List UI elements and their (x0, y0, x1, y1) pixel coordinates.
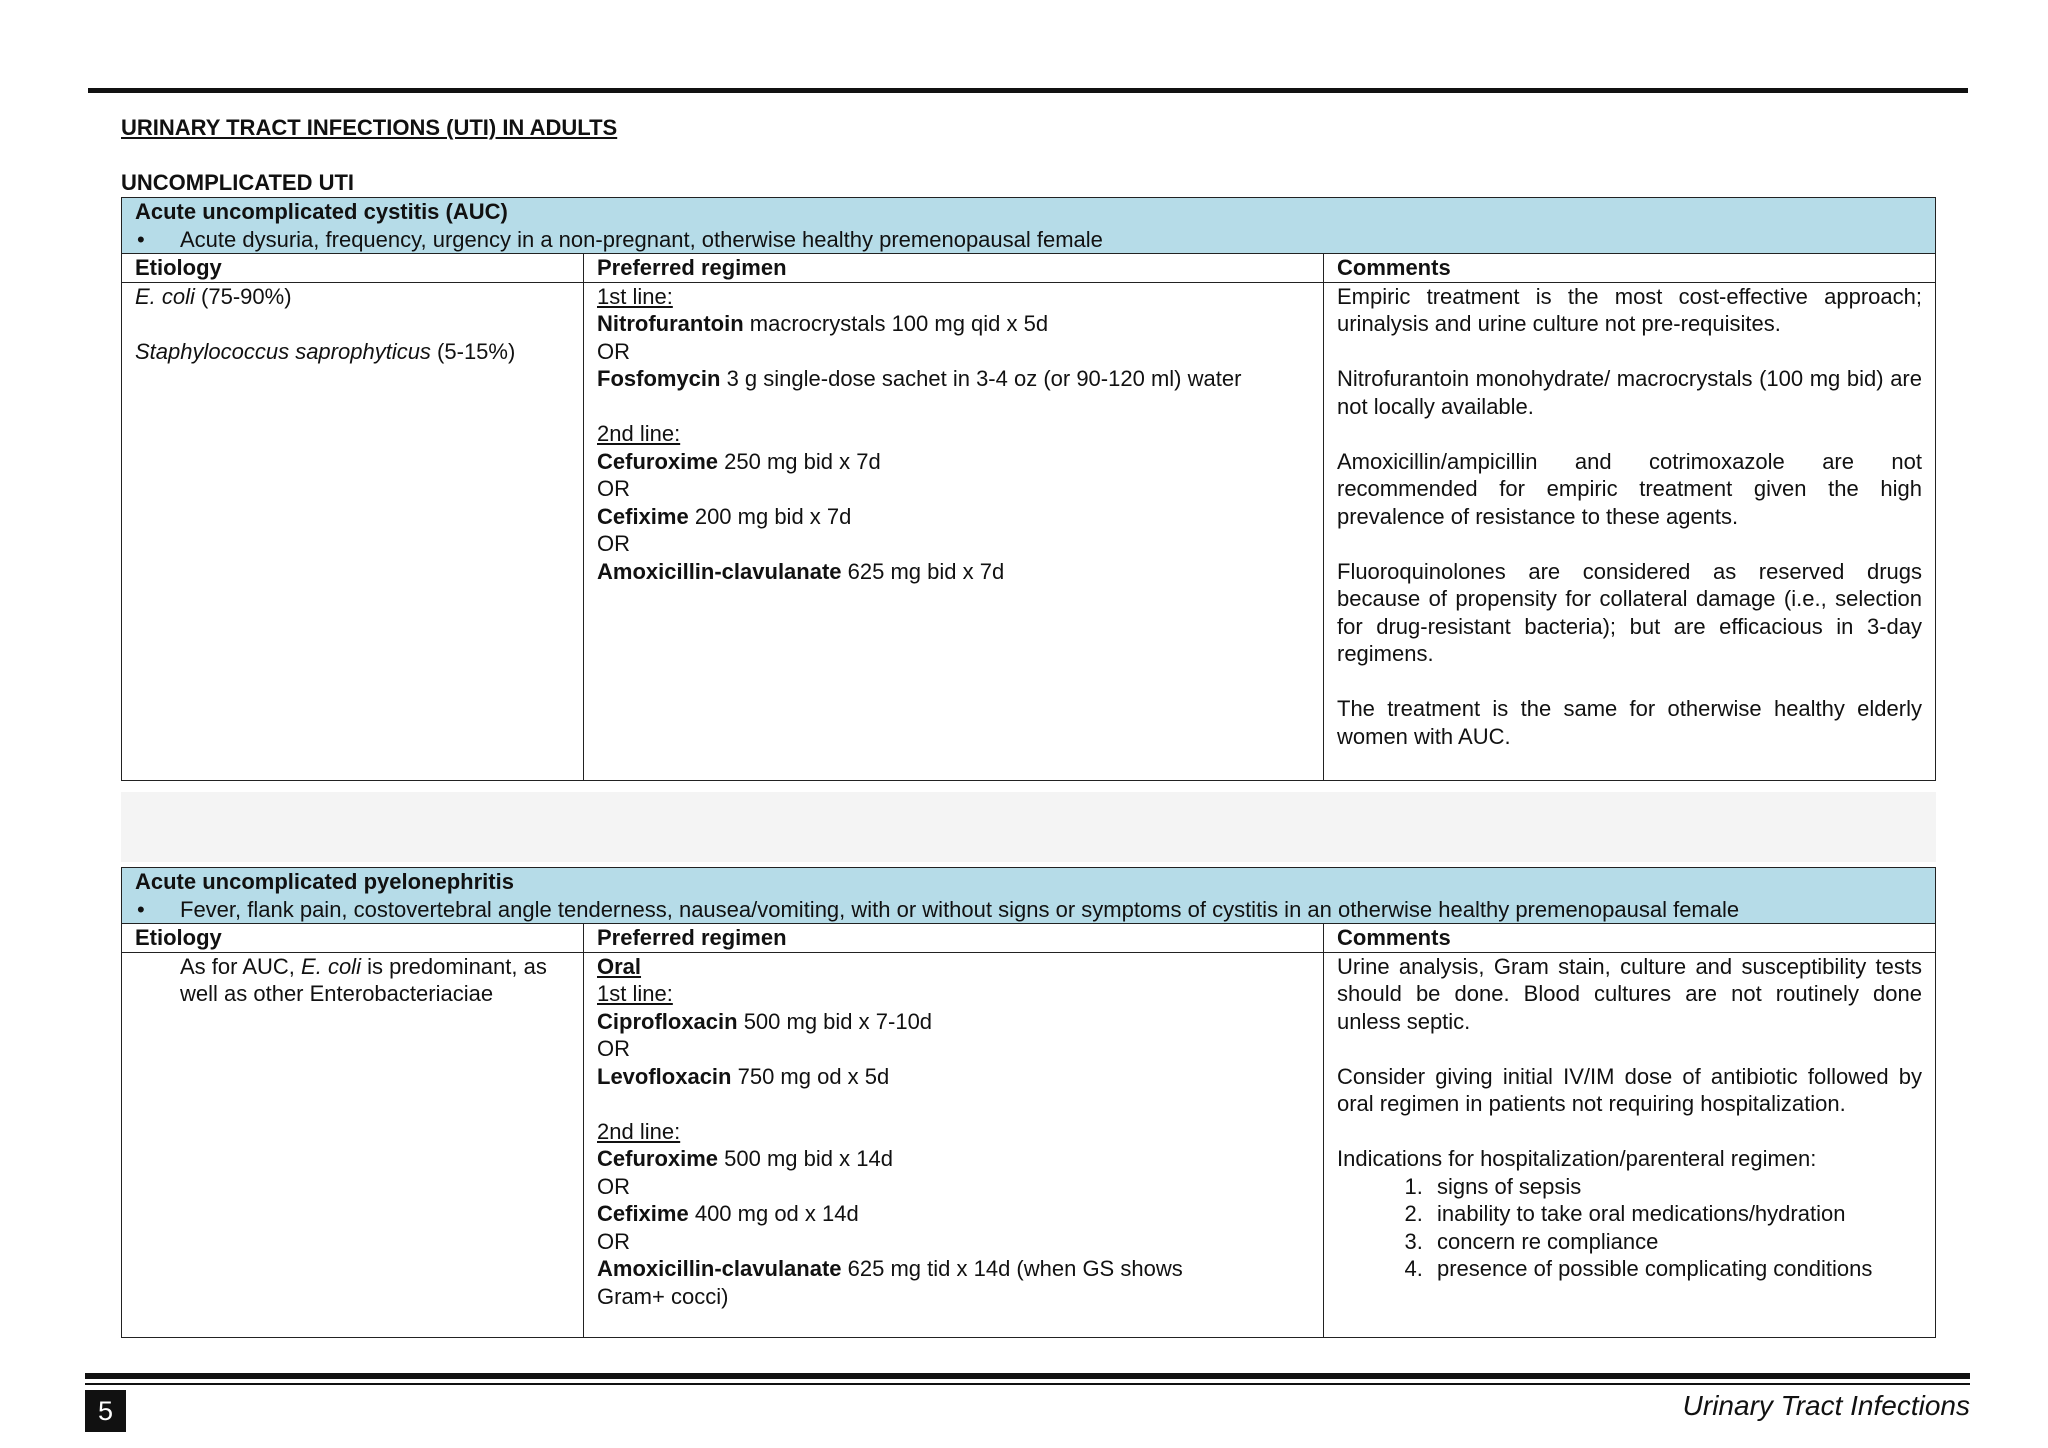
auc-col-regimen: Preferred regimen (584, 254, 1324, 283)
pyelo-drug-cefuroxime: Cefuroxime 500 mg bid x 14d (597, 1146, 893, 1171)
pyelo-second-line-label: 2nd line: (597, 1118, 681, 1144)
pyelo-table (121, 867, 1936, 1338)
auc-comment: The treatment is the same for otherwise healthy elderly women with AUC. (1337, 696, 1922, 749)
auc-regimen-cell (584, 282, 1324, 780)
auc-description: • Acute dysuria, frequency, urgency in a non-pregnant, otherwise healthy premenopausal female (137, 226, 1103, 252)
footer-title: Urinary Tract Infections (1682, 1390, 1970, 1421)
pyelo-or: OR (597, 1228, 630, 1254)
pyelo-col-regimen: Preferred regimen (584, 924, 1324, 953)
auc-col-comments: Comments (1324, 254, 1936, 283)
auc-table (121, 197, 1936, 781)
auc-etiology-cell (122, 282, 584, 780)
section-title: UNCOMPLICATED UTI (121, 170, 355, 195)
pyelo-drug-ciprofloxacin: Ciprofloxacin 500 mg bid x 7-10d (597, 1008, 933, 1034)
auc-or: OR (597, 338, 630, 364)
pyelo-comment: Urine analysis, Gram stain, culture and susceptibility tests should be done. Blood cultures are not routinely done unless septic. (1337, 953, 1922, 1034)
pyelo-comments-cell (1324, 952, 1936, 1337)
auc-comment: Fluoroquinolones are considered as reserved drugs because of propensity for collateral damage (i.e., selection for drug-resistant bacteria); but are efficacious in 3-day regimens. (1337, 558, 1922, 666)
footer-rule (85, 1373, 1970, 1379)
list-item: 4. presence of possible complicating conditions (1429, 1255, 1922, 1283)
page-number: 5 (85, 1390, 126, 1432)
auc-second-line-label: 2nd line: (597, 421, 681, 446)
pyelo-drug-amoxicillin-clavulanate: Amoxicillin-clavulanate 625 mg tid x 14d (when GS shows Gram+ cocci) (597, 1256, 1183, 1309)
list-item: 1. signs of sepsis (1429, 1173, 1922, 1201)
auc-or: OR (597, 476, 630, 501)
auc-header (122, 198, 1936, 254)
document-title: URINARY TRACT INFECTIONS (UTI) IN ADULTS (121, 115, 618, 140)
auc-organism-1: E. coli (75-90%) (135, 283, 292, 309)
pyelo-first-line-label: 1st line: (597, 981, 673, 1006)
auc-comment: Amoxicillin/ampicillin and cotrimoxazole are not recommended for empiric treatment given the high prevalence of resistance to these agents. (1337, 448, 1922, 529)
auc-comment: Empiric treatment is the most cost-effective approach; urinalysis and urine culture not pre-requisites. (1337, 283, 1922, 336)
auc-title: Acute uncomplicated cystitis (AUC) (135, 199, 508, 224)
pyelo-drug-cefixime: Cefixime 400 mg od x 14d (597, 1201, 859, 1226)
auc-comments-cell (1324, 282, 1936, 780)
list-item: 3. concern re compliance (1429, 1228, 1922, 1256)
auc-first-line-label: 1st line: (597, 283, 673, 309)
auc-col-etiology: Etiology (122, 254, 584, 283)
pyelo-description: • Fever, flank pain, costovertebral angle tenderness, nausea/vomiting, with or without signs or symptoms of cystitis in an otherwise healthy premenopausal female (137, 896, 1740, 922)
pyelo-or: OR (597, 1036, 630, 1061)
pyelo-etiology-text: As for AUC, E. coli is predominant, as well as other Enterobacteriaciae (180, 953, 547, 1006)
pyelo-header (122, 868, 1936, 924)
auc-comment: Nitrofurantoin monohydrate/ macrocrystals (100 mg bid) are not locally available. (1337, 366, 1922, 419)
pyelo-or: OR (597, 1173, 630, 1199)
footer-rule-thin (85, 1383, 1970, 1385)
auc-drug-amoxicillin-clavulanate: Amoxicillin-clavulanate 625 mg bid x 7d (597, 558, 1005, 584)
pyelo-regimen-cell (584, 952, 1324, 1337)
auc-or: OR (597, 531, 630, 556)
pyelo-comment: Consider giving initial IV/IM dose of antibiotic followed by oral regimen in patients not requiring hospitalization. (1337, 1063, 1922, 1116)
pyelo-indications-list (1337, 1173, 1922, 1283)
auc-drug-cefuroxime: Cefuroxime 250 mg bid x 7d (597, 448, 881, 474)
pyelo-route-label: Oral (597, 953, 642, 979)
top-rule (88, 88, 1968, 93)
auc-drug-fosfomycin: Fosfomycin 3 g single-dose sachet in 3-4 oz (or 90-120 ml) water (597, 366, 1242, 391)
auc-drug-nitrofurantoin: Nitrofurantoin macrocrystals 100 mg qid x 5d (597, 311, 1049, 336)
auc-drug-cefixime: Cefixime 200 mg bid x 7d (597, 503, 852, 529)
pyelo-etiology-cell (122, 952, 584, 1337)
pyelo-col-comments: Comments (1324, 924, 1936, 953)
list-item: 2. inability to take oral medications/hydration (1429, 1200, 1922, 1228)
pyelo-col-etiology: Etiology (122, 924, 584, 953)
pyelo-title: Acute uncomplicated pyelonephritis (135, 869, 514, 894)
pyelo-drug-levofloxacin: Levofloxacin 750 mg od x 5d (597, 1063, 890, 1089)
pyelo-comment: Indications for hospitalization/parenteral regimen: (1337, 1146, 1817, 1171)
auc-organism-2: Staphylococcus saprophyticus (5-15%) (135, 338, 516, 364)
section-spacer (121, 792, 1936, 862)
